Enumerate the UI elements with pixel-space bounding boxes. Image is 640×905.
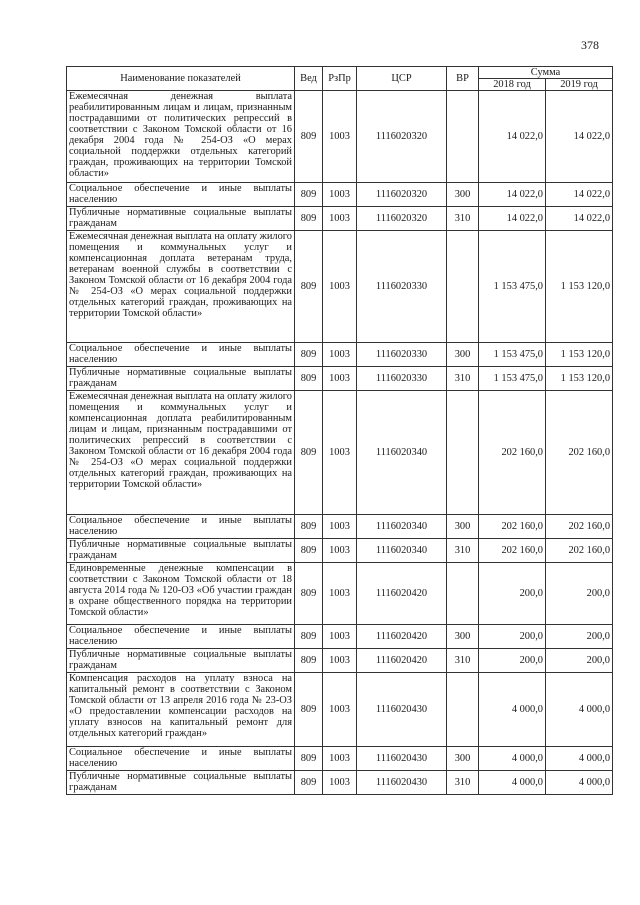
row-sum-2019: 4 000,0 bbox=[546, 673, 613, 747]
row-csr: 1116020430 bbox=[357, 747, 447, 771]
table-row bbox=[67, 539, 613, 563]
row-sum-2018: 14 022,0 bbox=[479, 91, 546, 183]
row-ved: 809 bbox=[295, 183, 323, 207]
col-header-2019: 2019 год bbox=[546, 79, 613, 91]
row-sum-2019: 202 160,0 bbox=[546, 515, 613, 539]
row-sum-2018: 14 022,0 bbox=[479, 183, 546, 207]
table-row bbox=[67, 771, 613, 795]
row-csr: 1116020340 bbox=[357, 515, 447, 539]
row-name: Ежемесячная денежная выплата реабилитированным лицам и лицам, признанным пострадавшими от политических репрессий в соответствии с Законом Томской области от 16 декабря 2004 года № 254-ОЗ «О мерах социальной поддержки отдельных категорий граждан, проживающих на территории Томской области» bbox=[67, 91, 295, 183]
row-csr: 1116020430 bbox=[357, 673, 447, 747]
row-vr: 310 bbox=[447, 771, 479, 795]
row-name: Социальное обеспечение и иные выплаты населению bbox=[67, 747, 295, 771]
row-ved: 809 bbox=[295, 231, 323, 343]
table-row bbox=[67, 673, 613, 747]
row-rzpr: 1003 bbox=[323, 649, 357, 673]
row-sum-2019: 14 022,0 bbox=[546, 91, 613, 183]
row-sum-2019: 1 153 120,0 bbox=[546, 343, 613, 367]
col-header-name: Наименование показателей bbox=[67, 67, 295, 91]
row-rzpr: 1003 bbox=[323, 747, 357, 771]
row-sum-2018: 1 153 475,0 bbox=[479, 367, 546, 391]
row-vr: 300 bbox=[447, 625, 479, 649]
row-csr: 1116020420 bbox=[357, 649, 447, 673]
row-sum-2019: 200,0 bbox=[546, 625, 613, 649]
row-ved: 809 bbox=[295, 747, 323, 771]
row-ved: 809 bbox=[295, 649, 323, 673]
table-row bbox=[67, 183, 613, 207]
row-rzpr: 1003 bbox=[323, 207, 357, 231]
table-row bbox=[67, 231, 613, 343]
row-csr: 1116020320 bbox=[357, 207, 447, 231]
row-csr: 1116020340 bbox=[357, 539, 447, 563]
row-sum-2019: 14 022,0 bbox=[546, 207, 613, 231]
col-header-vr: ВР bbox=[447, 67, 479, 91]
row-sum-2019: 200,0 bbox=[546, 563, 613, 625]
row-csr: 1116020320 bbox=[357, 183, 447, 207]
table-row bbox=[67, 391, 613, 515]
row-name: Ежемесячная денежная выплата на оплату жилого помещения и коммунальных услуг и компенсационная доплата реабилитированным лицам и лицам, признанным пострадавшими от политических репрессий в соответствии с Законом Томской области от 16 декабря 2004 года № 254-ОЗ «О мерах социальной поддержки отдельных категорий граждан, проживающих на территории Томской области» bbox=[67, 391, 295, 515]
row-sum-2019: 1 153 120,0 bbox=[546, 367, 613, 391]
row-sum-2018: 200,0 bbox=[479, 625, 546, 649]
table-row bbox=[67, 563, 613, 625]
row-csr: 1116020320 bbox=[357, 91, 447, 183]
row-sum-2019: 4 000,0 bbox=[546, 747, 613, 771]
row-name: Компенсация расходов на уплату взноса на капитальный ремонт в соответствии с Законом Томской области от 13 апреля 2016 года № 23-ОЗ «О предоставлении компенсации расходов на уплату взносов на капитальный ремонт для отдельных категорий граждан» bbox=[67, 673, 295, 747]
row-ved: 809 bbox=[295, 91, 323, 183]
budget-table bbox=[66, 66, 613, 795]
row-sum-2018: 1 153 475,0 bbox=[479, 231, 546, 343]
col-header-rzpr: РзПр bbox=[323, 67, 357, 91]
row-sum-2018: 202 160,0 bbox=[479, 539, 546, 563]
row-sum-2018: 202 160,0 bbox=[479, 391, 546, 515]
row-sum-2018: 202 160,0 bbox=[479, 515, 546, 539]
row-ved: 809 bbox=[295, 771, 323, 795]
row-ved: 809 bbox=[295, 207, 323, 231]
col-header-csr: ЦСР bbox=[357, 67, 447, 91]
row-vr: 310 bbox=[447, 207, 479, 231]
table-body bbox=[67, 91, 613, 795]
row-name: Публичные нормативные социальные выплаты гражданам bbox=[67, 649, 295, 673]
row-ved: 809 bbox=[295, 563, 323, 625]
table-row bbox=[67, 625, 613, 649]
row-csr: 1116020330 bbox=[357, 343, 447, 367]
row-vr: 300 bbox=[447, 343, 479, 367]
row-ved: 809 bbox=[295, 367, 323, 391]
row-csr: 1116020330 bbox=[357, 367, 447, 391]
row-sum-2019: 202 160,0 bbox=[546, 539, 613, 563]
row-name: Единовременные денежные компенсации в соответствии с Законом Томской области от 18 августа 2014 года № 120-ОЗ «Об участии граждан в охране общественного порядка на территории Томской области» bbox=[67, 563, 295, 625]
row-ved: 809 bbox=[295, 673, 323, 747]
table-row bbox=[67, 649, 613, 673]
row-sum-2018: 1 153 475,0 bbox=[479, 343, 546, 367]
table-row bbox=[67, 515, 613, 539]
row-vr: 300 bbox=[447, 183, 479, 207]
row-name: Публичные нормативные социальные выплаты гражданам bbox=[67, 539, 295, 563]
row-vr: 310 bbox=[447, 367, 479, 391]
row-ved: 809 bbox=[295, 539, 323, 563]
row-csr: 1116020420 bbox=[357, 625, 447, 649]
row-name: Публичные нормативные социальные выплаты гражданам bbox=[67, 367, 295, 391]
table-row bbox=[67, 747, 613, 771]
table-header bbox=[67, 67, 613, 91]
row-vr bbox=[447, 231, 479, 343]
row-sum-2019: 14 022,0 bbox=[546, 183, 613, 207]
row-rzpr: 1003 bbox=[323, 539, 357, 563]
table-row bbox=[67, 343, 613, 367]
row-rzpr: 1003 bbox=[323, 673, 357, 747]
row-csr: 1116020420 bbox=[357, 563, 447, 625]
row-name: Социальное обеспечение и иные выплаты населению bbox=[67, 625, 295, 649]
row-sum-2018: 200,0 bbox=[479, 649, 546, 673]
row-rzpr: 1003 bbox=[323, 343, 357, 367]
row-rzpr: 1003 bbox=[323, 771, 357, 795]
row-vr bbox=[447, 673, 479, 747]
row-sum-2018: 4 000,0 bbox=[479, 747, 546, 771]
row-rzpr: 1003 bbox=[323, 563, 357, 625]
col-header-ved: Вед bbox=[295, 67, 323, 91]
row-sum-2018: 4 000,0 bbox=[479, 771, 546, 795]
row-rzpr: 1003 bbox=[323, 367, 357, 391]
row-name: Публичные нормативные социальные выплаты гражданам bbox=[67, 771, 295, 795]
row-vr bbox=[447, 91, 479, 183]
row-csr: 1116020430 bbox=[357, 771, 447, 795]
row-vr: 310 bbox=[447, 539, 479, 563]
row-name: Публичные нормативные социальные выплаты гражданам bbox=[67, 207, 295, 231]
row-name: Социальное обеспечение и иные выплаты населению bbox=[67, 343, 295, 367]
row-rzpr: 1003 bbox=[323, 183, 357, 207]
col-header-sum: Сумма bbox=[479, 67, 613, 79]
row-name: Ежемесячная денежная выплата на оплату жилого помещения и коммунальных услуг и компенсационная доплата ветеранам труда, ветеранам военной службы в соответствии с Законом Томской области от 16 декабря 2004 года № 254-ОЗ «О мерах социальной поддержки отдельных категорий граждан, проживающих на территории Томской области» bbox=[67, 231, 295, 343]
row-sum-2018: 14 022,0 bbox=[479, 207, 546, 231]
row-ved: 809 bbox=[295, 625, 323, 649]
table-row bbox=[67, 207, 613, 231]
row-ved: 809 bbox=[295, 343, 323, 367]
row-vr bbox=[447, 391, 479, 515]
table-row bbox=[67, 367, 613, 391]
row-vr: 300 bbox=[447, 515, 479, 539]
row-sum-2018: 200,0 bbox=[479, 563, 546, 625]
row-rzpr: 1003 bbox=[323, 515, 357, 539]
row-sum-2019: 1 153 120,0 bbox=[546, 231, 613, 343]
row-sum-2019: 202 160,0 bbox=[546, 391, 613, 515]
col-header-2018: 2018 год bbox=[479, 79, 546, 91]
row-rzpr: 1003 bbox=[323, 91, 357, 183]
row-csr: 1116020330 bbox=[357, 231, 447, 343]
row-rzpr: 1003 bbox=[323, 625, 357, 649]
row-name: Социальное обеспечение и иные выплаты населению bbox=[67, 515, 295, 539]
row-vr bbox=[447, 563, 479, 625]
row-vr: 310 bbox=[447, 649, 479, 673]
row-rzpr: 1003 bbox=[323, 231, 357, 343]
row-csr: 1116020340 bbox=[357, 391, 447, 515]
row-sum-2019: 200,0 bbox=[546, 649, 613, 673]
page-number: 378 bbox=[581, 38, 599, 52]
table-row bbox=[67, 91, 613, 183]
row-ved: 809 bbox=[295, 515, 323, 539]
row-sum-2019: 4 000,0 bbox=[546, 771, 613, 795]
row-ved: 809 bbox=[295, 391, 323, 515]
row-rzpr: 1003 bbox=[323, 391, 357, 515]
row-sum-2018: 4 000,0 bbox=[479, 673, 546, 747]
row-vr: 300 bbox=[447, 747, 479, 771]
row-name: Социальное обеспечение и иные выплаты населению bbox=[67, 183, 295, 207]
